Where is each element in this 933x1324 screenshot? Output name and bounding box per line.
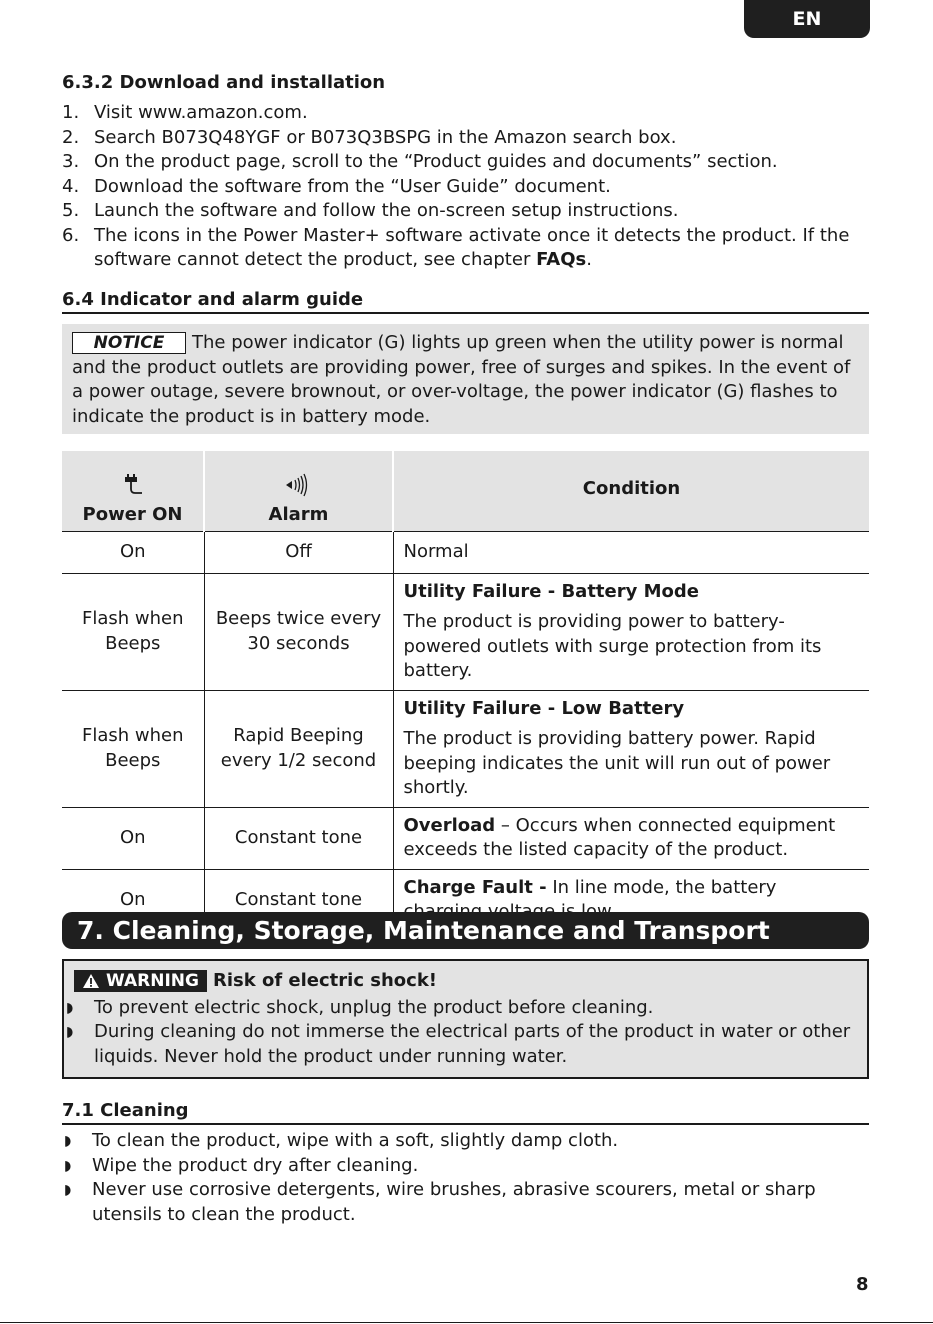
heading-rule [62,1123,869,1125]
bullet-arrow-icon: ◗ [66,1024,74,1040]
section-heading-indicator: 6.4 Indicator and alarm guide [62,289,364,310]
notice-box [62,324,869,434]
indicator-table [62,451,869,931]
page-number: 8 [856,1274,869,1295]
section-heading-cleaning: 7.1 Cleaning [62,1100,189,1121]
list-item: 4. Download the software from the “User Guide” document. [62,175,611,197]
header-power-on: Power ON [62,451,204,532]
list-item: ◗ During cleaning do not immerse the electrical parts of the product in water or other liquids. Never hold the product under running water. [66,1021,851,1067]
list-item: ◗ To prevent electric shock, unplug the product before cleaning. [64,996,867,1021]
notice-text: The power indicator (G) lights up green when the utility power is normal and the product outlets are providing power, free of surges and spikes. In the event of a power outage, severe brownout, or over-voltage, the power indicator (G) flashes to indicate the product is in battery mode. [72,332,851,427]
power-plug-icon [62,463,203,497]
list-item: 3. On the product page, scroll to the “Product guides and documents” section. [62,151,778,172]
list-item: 2. Search B073Q48YGF or B073Q3BSPG in the Amazon search box. [62,126,677,148]
faqs-link[interactable]: FAQs [536,249,587,270]
table-row: On Constant tone Charge Fault - In line mode, the battery [62,869,869,931]
warning-list [64,996,867,1070]
language-tab: EN [744,0,870,38]
table-row: Flash when Beeps Rapid Beeping every 1/2 second Utility Failure - Low Battery The product is providing battery power. Rapid beeping indicates the unit will run out of power shortly. [62,690,869,807]
bullet-arrow-icon: ◗ [64,1157,72,1174]
warning-heading: Risk of electric shock! [212,970,438,991]
speaker-icon [205,463,392,497]
list-item: 6. The icons in the Power Master+ software activate once it detects the product. If the software cannot detect the product, see chapter FAQs. [62,224,850,270]
cleaning-list [62,1129,869,1227]
header-alarm: Alarm [204,451,393,532]
list-item: ◗ Wipe the product dry after cleaning. [62,1154,869,1179]
warning-triangle-icon [82,973,100,989]
list-item: ◗ To clean the product, wipe with a soft, slightly damp cloth. [62,1129,869,1154]
warning-box [62,959,869,1079]
warning-badge: WARNING [74,970,207,992]
bullet-arrow-icon: ◗ [64,1182,72,1198]
list-item: 1. Visit www.amazon.com. [62,102,308,123]
table-row: On Constant tone Overload – Occurs when connected equipment exceeds the listed capacity of the product. [62,807,869,869]
page-bottom-rule [0,1322,933,1323]
list-item: 5. Launch the software and follow the on-screen setup instructions. [62,200,679,221]
table-row: On Off Normal [62,532,869,574]
download-steps [62,101,862,273]
header-condition: Condition [393,451,869,532]
table-row: Flash when Beeps Beeps twice every 30 seconds Utility Failure - Battery Mode The product is providing power to battery-powered outlets with surge protection from its battery. [62,573,869,690]
bullet-arrow-icon: ◗ [64,1133,72,1149]
section-heading-download: 6.3.2 Download and installation [62,72,386,93]
notice-badge: NOTICE [72,332,186,354]
section-title-bar: 7. Cleaning, Storage, Maintenance and Transport [62,912,869,949]
cleaning-list-container [62,1129,869,1227]
bullet-arrow-icon: ◗ [66,999,74,1016]
list-item: ◗ Never use corrosive detergents, wire brushes, abrasive scourers, metal or sharp utensils to clean the product. [64,1179,816,1225]
heading-rule [62,312,869,314]
